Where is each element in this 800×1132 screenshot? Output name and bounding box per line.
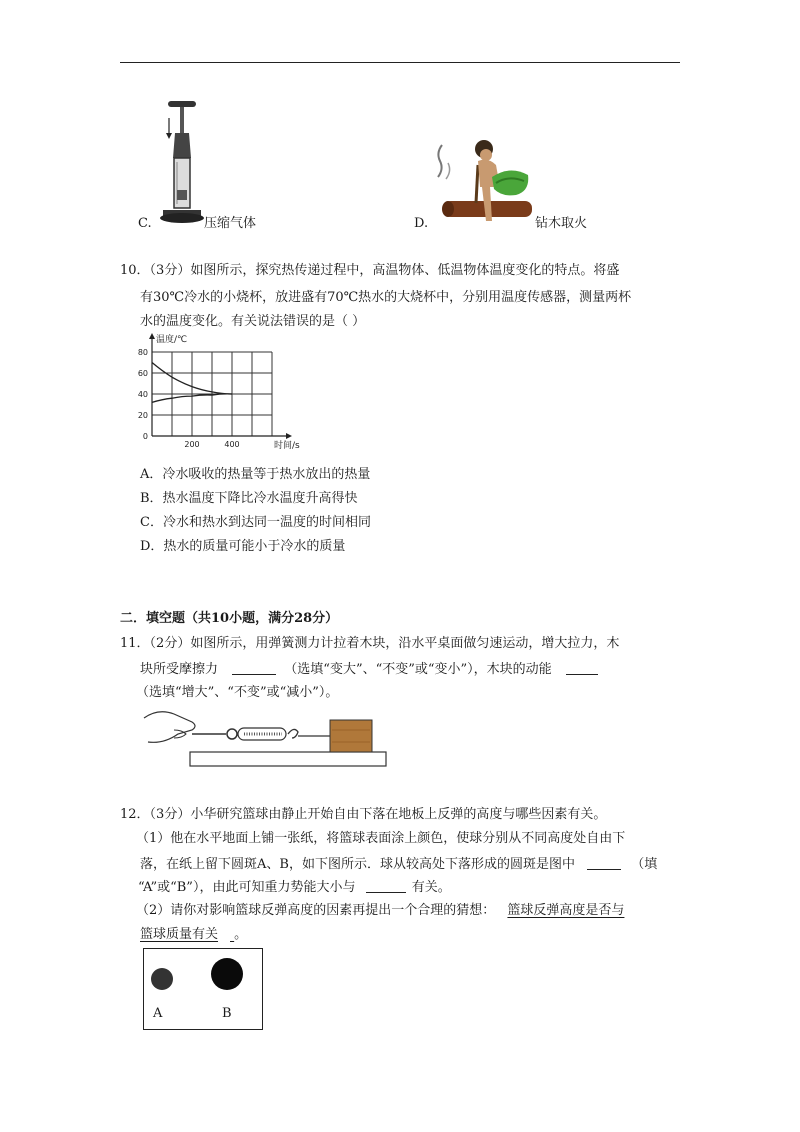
- spot-a: [151, 968, 173, 990]
- spot-b-label: B: [222, 1006, 232, 1021]
- option-c-caption: 压缩气体: [204, 216, 257, 231]
- q10-option-c: C．冷水和热水到达同一温度的时间相同: [140, 515, 371, 530]
- q12-stem-line-4: [138, 878, 451, 897]
- spot-a-label: A: [153, 1006, 163, 1021]
- q12-answer-part-2: 篮球质量有关: [140, 927, 219, 942]
- chart-grid: [152, 352, 272, 436]
- header-rule: [120, 62, 680, 63]
- q11-blank-friction[interactable]: [232, 660, 276, 675]
- q12-text-potential: “A”或“B”），由此可知重力势能大小与: [138, 880, 356, 895]
- q11-stem-line-3: （选填“增大”、“不变”或“减小”）。: [136, 685, 339, 700]
- q10-option-d: D．热水的质量可能小于冷水的质量: [140, 539, 346, 554]
- y-tick-label-60: 60: [137, 369, 148, 378]
- x-axis-title: 时间/s: [274, 441, 300, 451]
- y-axis-arrow: [149, 333, 155, 339]
- q12-blank-spot[interactable]: [587, 855, 621, 870]
- q11-text-friction: 块所受摩擦力: [140, 662, 219, 677]
- q11-text-choice-1: （选填“变大”、“不变”或“变小”），木块的动能: [284, 662, 552, 677]
- chart-axes: [149, 333, 292, 439]
- option-d-letter: D.: [414, 216, 429, 231]
- chart-labels: [138, 333, 300, 451]
- x-tick-label-200: 200: [184, 440, 200, 449]
- q12-answer-part-1: 篮球反弹高度是否与: [507, 903, 625, 918]
- q10-option-a: A．冷水吸收的热量等于热水放出的热量: [140, 467, 371, 482]
- q11-stem-line-2: [140, 660, 598, 679]
- y-tick-label-40: 40: [137, 390, 148, 399]
- section-2-heading: 二．填空题（共10小题，满分28分）: [120, 611, 339, 626]
- q10-stem-line-1: 10．（3分）如图所示，探究热传递过程中，高温物体、低温物体温度变化的特点。将盛: [120, 263, 620, 278]
- q10-option-b: B．热水温度下降比冷水温度升高得快: [140, 491, 358, 506]
- option-d-caption: 钻木取火: [535, 216, 588, 231]
- y-tick-label-0: 0: [142, 432, 148, 441]
- q12-text-spots: 落，在纸上留下圆斑A、B，如下图所示．球从较高处下落形成的圆斑是图中: [140, 857, 575, 872]
- x-axis-arrow: [286, 433, 292, 439]
- air-pump-illustration: [155, 98, 205, 230]
- paper-spots-figure: [143, 948, 263, 1030]
- temperature-time-chart: [118, 330, 318, 456]
- y-tick-label-80: 80: [137, 348, 148, 357]
- y-axis-title: 温度/℃: [156, 335, 188, 345]
- q12-text-related: 有关。: [411, 880, 451, 895]
- q12-stem-line-6: [140, 926, 247, 944]
- q12-text-fill: （填: [631, 857, 658, 872]
- q12-text-guess: （2）请你对影响篮球反弹高度的因素再提出一个合理的猜想：: [136, 903, 496, 918]
- q12-stem-line-3: [140, 855, 657, 874]
- x-tick-label-400: 400: [224, 440, 240, 449]
- q12-stem-line-2: （1）他在水平地面上铺一张纸，将篮球表面涂上颜色，使球分别从不同高度处自由下: [136, 831, 626, 846]
- q10-stem-line-2: 有30℃冷水的小烧杯，放进盛有70℃热水的大烧杯中，分别用温度传感器，测量两杯: [140, 290, 632, 305]
- q12-stem-line-5: [136, 902, 624, 920]
- spring-scale-block-illustration: [138, 700, 390, 770]
- q12-stem-line-1: 12．（3分）小华研究篮球由静止开始自由下落在地板上反弹的高度与哪些因素有关。: [120, 807, 607, 822]
- option-c-letter: C.: [138, 216, 152, 231]
- spot-b: [211, 958, 243, 990]
- q12-answer-period: 。: [234, 927, 248, 942]
- y-tick-label-20: 20: [137, 411, 148, 420]
- q12-blank-potential-factor[interactable]: [366, 878, 406, 893]
- q10-stem-line-3: 水的温度变化。有关说法错误的是（ ）: [140, 314, 366, 329]
- q11-stem-line-1: 11．（2分）如图所示，用弹簧测力计拉着木块，沿水平桌面做匀速运动，增大拉力，木: [120, 636, 620, 651]
- wood-drilling-fire-illustration: [430, 135, 540, 230]
- q11-blank-kinetic-energy[interactable]: [566, 660, 598, 675]
